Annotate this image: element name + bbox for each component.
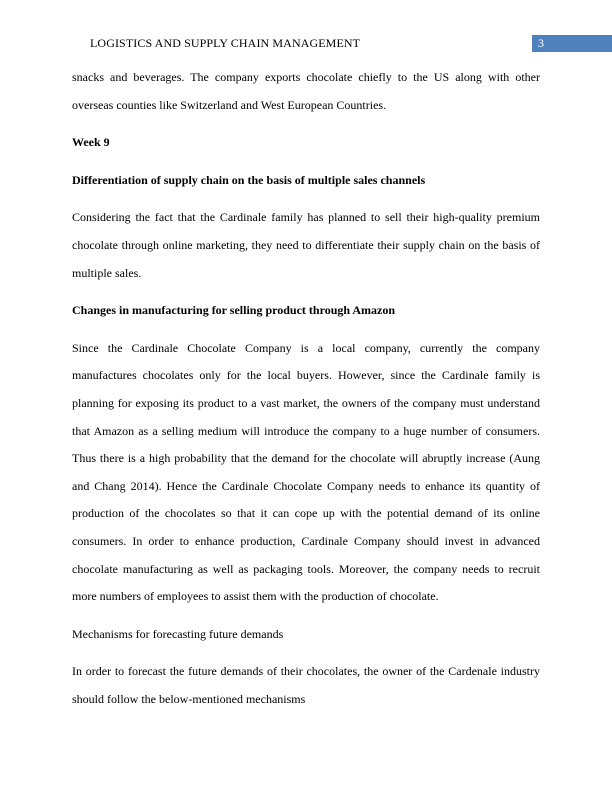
section-heading-differentiation: Differentiation of supply chain on the basis of multiple sales channels: [72, 172, 426, 187]
running-head: LOGISTICS AND SUPPLY CHAIN MANAGEMENT: [90, 36, 361, 50]
subheading-forecasting: Mechanisms for forecasting future demands: [72, 626, 284, 641]
paragraph-manufacturing: Since the Cardinale Chocolate Company is a local company, currently the company manufactures chocolates only for the local buyers. However, since the Cardinale family is planning for exposing its product to a vast market, the owners of the company must understand that Amazon as a selling medium will introduce the company to a huge number of consumers. Thus there is a high probability that the demand for the chocolate will abruptly increase (Aung and Chang 2014). Hence the Cardinale Chocolate Company needs to enhance its quantity of production of the chocolates so that it can cope up with the potential demand of its online consumers. In order to enhance production, Cardinale Company should invest in advanced chocolate manufacturing as well as packaging tools. Moreover, the company needs to recruit more numbers of employees to assist them with the production of chocolate.: [72, 340, 540, 604]
page-number-bar: [532, 35, 612, 52]
paragraph-differentiation: Considering the fact that the Cardinale family has planned to sell their high-quality premium chocolate through online marketing, they need to differentiate their supply chain on the basis of multiple sales.: [72, 210, 540, 280]
document-body: [72, 64, 540, 713]
section-heading-manufacturing: Changes in manufacturing for selling product through Amazon: [72, 303, 396, 318]
paragraph-forecasting: In order to forecast the future demands of their chocolates, the owner of the Cardenale industry should follow the below-mentioned mechanisms: [72, 664, 540, 706]
week-heading: Week 9: [72, 135, 110, 150]
page-header: [0, 0, 612, 60]
paragraph-continued: snacks and beverages. The company exports chocolate chiefly to the US along with other overseas counties like Switzerland and West European Countries.: [72, 70, 540, 112]
page-number: 3: [538, 36, 544, 50]
